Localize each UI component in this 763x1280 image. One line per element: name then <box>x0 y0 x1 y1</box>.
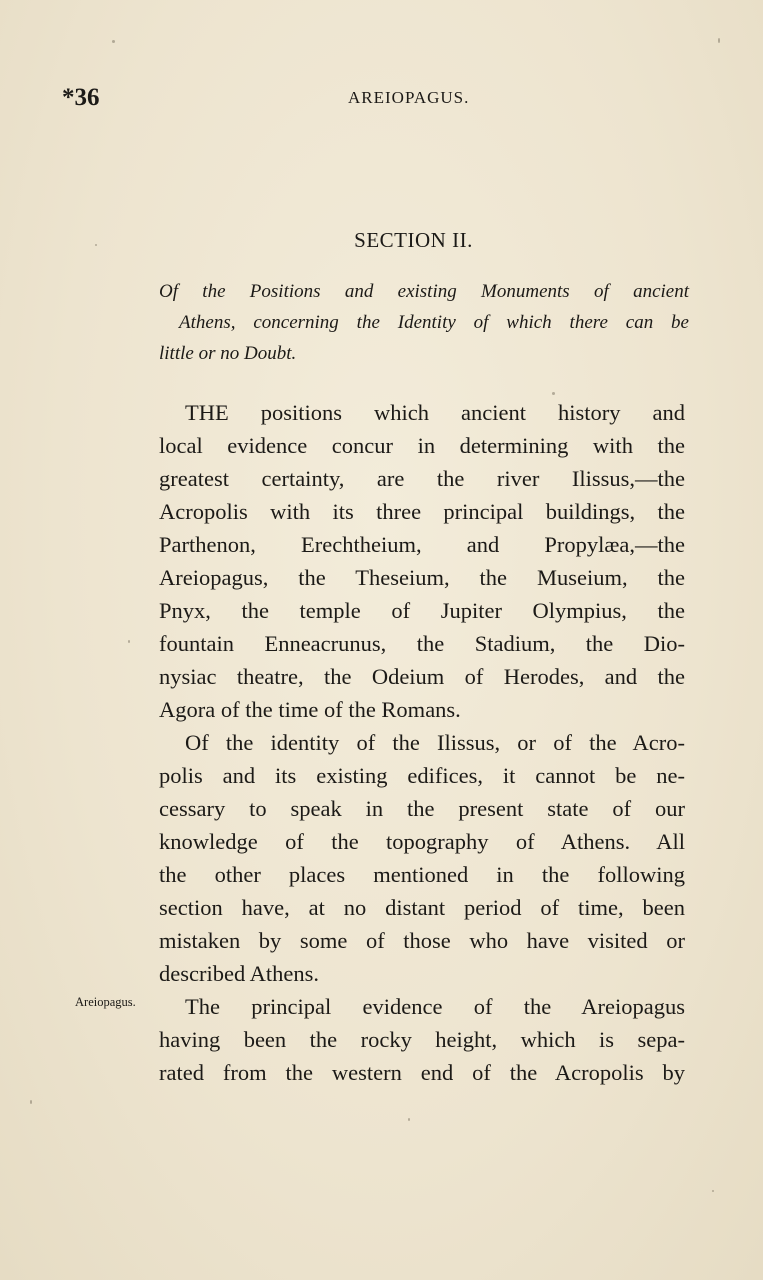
body-line: THE positions which ancient history and <box>185 400 685 425</box>
body-line: section have, at no distant period of time, been <box>159 895 685 920</box>
body-line: Pnyx, the temple of Jupiter Olympius, the <box>159 598 685 623</box>
paper-speck <box>712 1190 714 1192</box>
body-line: nysiac theatre, the Odeium of Herodes, and the <box>159 664 685 689</box>
section-subtitle <box>159 276 689 369</box>
body-line: polis and its existing edifices, it cannot be ne- <box>159 763 685 788</box>
page-number: *36 <box>62 84 100 111</box>
paper-speck <box>128 640 130 643</box>
subtitle-line: Athens, concerning the Identity of which there can be <box>179 312 689 333</box>
body-line: local evidence concur in determining with the <box>159 433 685 458</box>
body-line: described Athens. <box>159 961 319 986</box>
body-line: Agora of the time of the Romans. <box>159 697 461 722</box>
body-line: The principal evidence of the Areiopagus <box>185 994 685 1019</box>
body-line: Acropolis with its three principal buildings, the <box>159 499 685 524</box>
section-heading <box>0 228 763 253</box>
running-head <box>60 84 700 114</box>
running-title: AREIOPAGUS. <box>348 88 470 107</box>
paper-speck <box>112 40 115 43</box>
body-text <box>159 396 685 1089</box>
paper-speck <box>408 1118 410 1121</box>
body-line: mistaken by some of those who have visited or <box>159 928 685 953</box>
body-line: cessary to speak in the present state of our <box>159 796 685 821</box>
body-line: fountain Enneacrunus, the Stadium, the Dio- <box>159 631 685 656</box>
body-line: Areiopagus, the Theseium, the Museium, the <box>159 565 685 590</box>
body-line: Parthenon, Erechtheium, and Propylæa,—the <box>159 532 685 557</box>
body-line: the other places mentioned in the following <box>159 862 685 887</box>
subtitle-line: Of the Positions and existing Monuments of ancient <box>159 281 689 302</box>
body-line: having been the rocky height, which is sepa- <box>159 1027 685 1052</box>
paper-speck <box>95 244 97 246</box>
paper-speck <box>552 392 555 395</box>
paper-speck <box>718 38 720 43</box>
section-heading-text: SECTION II. <box>354 228 473 252</box>
body-line: greatest certainty, are the river Ilissus,—the <box>159 466 685 491</box>
body-line: Of the identity of the Ilissus, or of the Acro- <box>185 730 685 755</box>
body-line: knowledge of the topography of Athens. All <box>159 829 685 854</box>
subtitle-line: little or no Doubt. <box>159 343 297 364</box>
paper-speck <box>30 1100 32 1104</box>
body-line: rated from the western end of the Acropolis by <box>159 1060 685 1085</box>
margin-note: Areiopagus. <box>75 995 136 1009</box>
